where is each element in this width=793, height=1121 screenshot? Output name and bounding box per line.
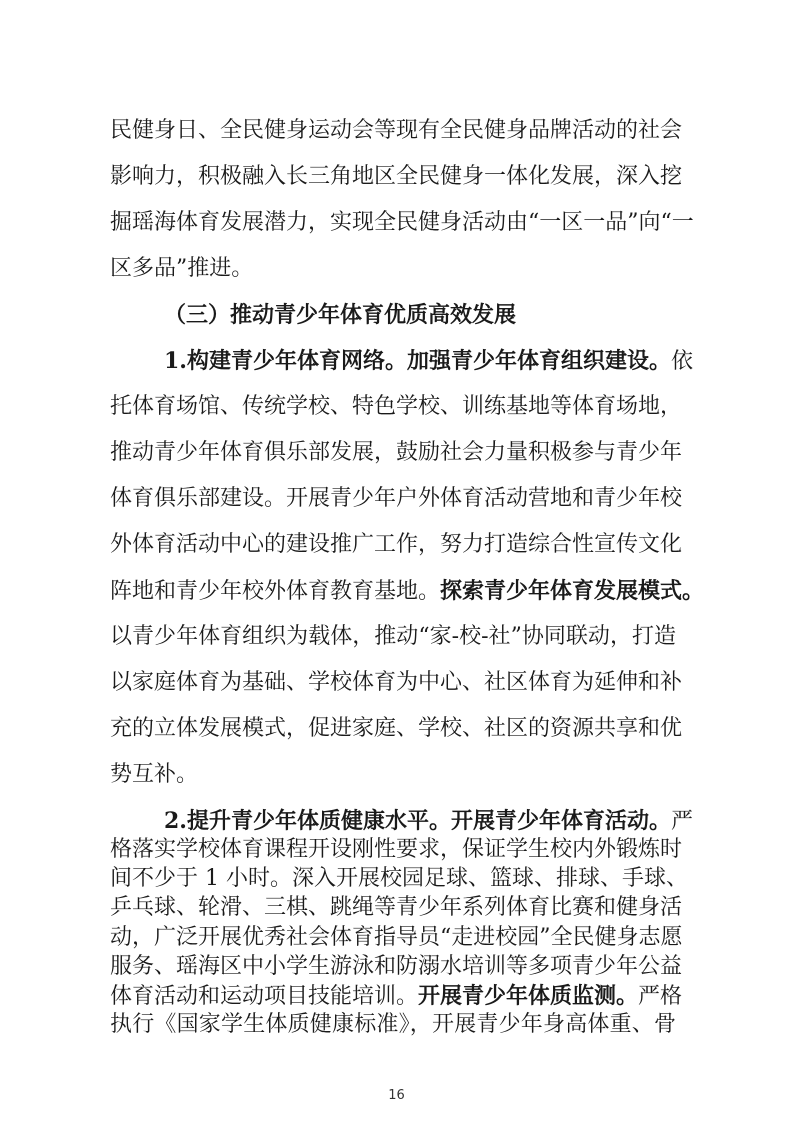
bold-heading: 2.提升青少年体质健康水平。开展青少年体育活动。 [164,808,671,834]
text-run: 严格 [638,984,683,1009]
text-line [110,576,705,606]
paragraph-first-line [164,346,693,376]
text-line: 体育俱乐部建设。开展青少年户外体育活动营地和青少年校 [110,486,683,511]
text-line: 影响力，积极融入长三角地区全民健身一体化发展，深入挖 [110,164,683,189]
bold-heading: 1.构建青少年体育网络。加强青少年体育组织建设。 [164,348,671,374]
text-run: 阵地和青少年校外体育教育基地。 [110,579,441,604]
text-line: 间不少于 1 小时。深入开展校园足球、篮球、排球、手球、 [110,866,688,891]
text-run: 依 [670,349,693,374]
text-line: 充的立体发展模式，促进家庭、学校、社区的资源共享和优 [110,716,683,741]
text-line: 区多品”推进。 [110,256,254,281]
text-line [110,981,683,1011]
text-line: 执行《国家学生体质健康标准》，开展青少年身高体重、骨 [110,1012,676,1037]
text-run: 体育活动和运动项目技能培训。 [110,984,419,1009]
text-line: 服务、瑶海区中小学生游泳和防溺水培训等多项青少年公益 [110,954,683,979]
text-line: 动，广泛开展优秀社会体育指导员“走进校园”全民健身志愿 [110,925,683,950]
paragraph-first-line [164,806,693,836]
text-line: 以家庭体育为基础、学校体育为中心、社区体育为延伸和补 [110,670,683,695]
bold-heading: 开展青少年体质监测。 [418,983,639,1009]
page-number: 16 [388,1088,405,1103]
text-line: 势互补。 [110,762,199,787]
text-line: 以青少年体育组织为载体，推动“家-校-社”协同联动，打造 [110,624,676,649]
text-line: 托体育场馆、传统学校、特色学校、训练基地等体育场地， [110,394,683,419]
section-heading: （三）推动青少年体育优质高效发展 [164,302,517,328]
text-line: 乒乓球、轮滑、三棋、跳绳等青少年系列体育比赛和健身活 [110,895,683,920]
text-line: 外体育活动中心的建设推广工作，努力打造综合性宣传文化 [110,532,683,557]
text-run: 严 [670,809,693,834]
text-line: 掘瑶海体育发展潜力，实现全民健身活动由“一区一品”向“一 [110,210,694,235]
text-line: 民健身日、全民健身运动会等现有全民健身品牌活动的社会 [110,118,683,143]
text-line: 格落实学校体育课程开设刚性要求，保证学生校内外锻炼时 [110,837,683,862]
bold-heading: 探索青少年体育发展模式。 [440,578,705,604]
text-line: 推动青少年体育俱乐部发展，鼓励社会力量积极参与青少年 [110,440,683,465]
